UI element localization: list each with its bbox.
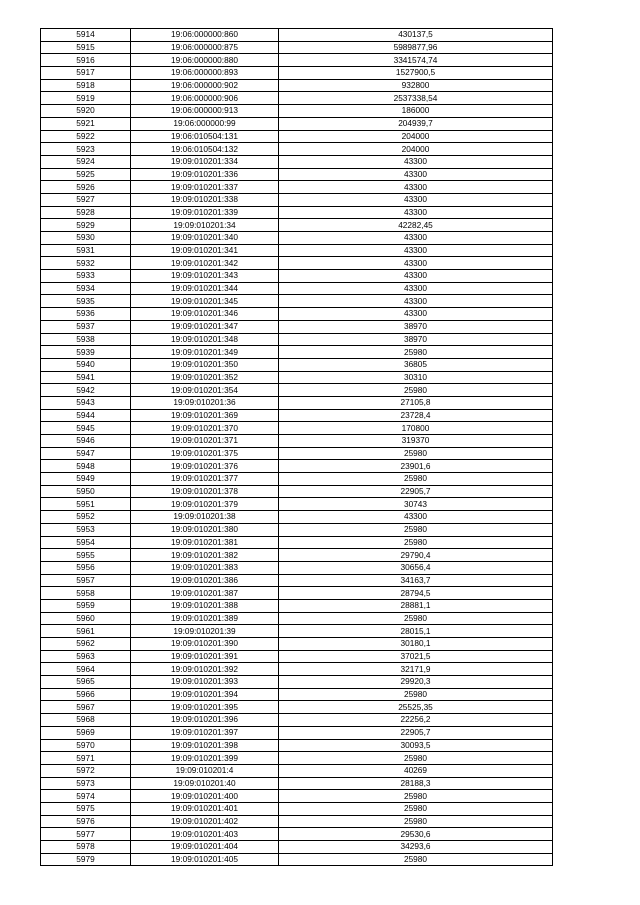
value-cell: 25980 [279, 346, 553, 359]
value-cell: 43300 [279, 511, 553, 524]
row-number-cell: 5918 [41, 79, 131, 92]
value-cell: 43300 [279, 282, 553, 295]
cadastral-number-cell: 19:09:010201:34 [131, 219, 279, 232]
row-number-cell: 5931 [41, 244, 131, 257]
cadastral-number-cell: 19:09:010201:375 [131, 447, 279, 460]
value-cell: 32171,9 [279, 663, 553, 676]
value-cell: 25980 [279, 536, 553, 549]
cadastral-number-cell: 19:09:010201:338 [131, 193, 279, 206]
cadastral-number-cell: 19:09:010201:393 [131, 676, 279, 689]
row-number-cell: 5975 [41, 802, 131, 815]
row-number-cell: 5953 [41, 523, 131, 536]
table-row [41, 105, 553, 118]
cadastral-number-cell: 19:06:000000:902 [131, 79, 279, 92]
cadastral-number-cell: 19:09:010201:395 [131, 701, 279, 714]
cadastral-number-cell: 19:06:000000:906 [131, 92, 279, 105]
table-row [41, 523, 553, 536]
value-cell: 25980 [279, 523, 553, 536]
row-number-cell: 5947 [41, 447, 131, 460]
table-row [41, 155, 553, 168]
row-number-cell: 5949 [41, 473, 131, 486]
cadastral-number-cell: 19:09:010201:342 [131, 257, 279, 270]
value-cell: 36805 [279, 358, 553, 371]
row-number-cell: 5942 [41, 384, 131, 397]
value-cell: 319370 [279, 435, 553, 448]
row-number-cell: 5944 [41, 409, 131, 422]
row-number-cell: 5930 [41, 232, 131, 245]
cadastral-number-cell: 19:09:010201:405 [131, 853, 279, 866]
table-row [41, 828, 553, 841]
cadastral-number-cell: 19:09:010201:390 [131, 638, 279, 651]
cadastral-number-cell: 19:09:010201:352 [131, 371, 279, 384]
value-cell: 22256,2 [279, 714, 553, 727]
table-row [41, 29, 553, 42]
row-number-cell: 5945 [41, 422, 131, 435]
value-cell: 25980 [279, 790, 553, 803]
value-cell: 30310 [279, 371, 553, 384]
table-row [41, 181, 553, 194]
value-cell: 25980 [279, 447, 553, 460]
value-cell: 29790,4 [279, 549, 553, 562]
row-number-cell: 5972 [41, 764, 131, 777]
row-number-cell: 5937 [41, 320, 131, 333]
value-cell: 25980 [279, 815, 553, 828]
cadastral-number-cell: 19:09:010201:369 [131, 409, 279, 422]
table-row [41, 701, 553, 714]
row-number-cell: 5925 [41, 168, 131, 181]
cadastral-number-cell: 19:09:010201:397 [131, 726, 279, 739]
cadastral-number-cell: 19:09:010201:377 [131, 473, 279, 486]
cadastral-number-cell: 19:09:010201:346 [131, 308, 279, 321]
cadastral-number-cell: 19:09:010201:392 [131, 663, 279, 676]
value-cell: 23901,6 [279, 460, 553, 473]
row-number-cell: 5954 [41, 536, 131, 549]
value-cell: 3341574,74 [279, 54, 553, 67]
value-cell: 43300 [279, 181, 553, 194]
table-row [41, 460, 553, 473]
row-number-cell: 5946 [41, 435, 131, 448]
row-number-cell: 5922 [41, 130, 131, 143]
value-cell: 43300 [279, 244, 553, 257]
row-number-cell: 5959 [41, 599, 131, 612]
table-row [41, 599, 553, 612]
row-number-cell: 5960 [41, 612, 131, 625]
row-number-cell: 5952 [41, 511, 131, 524]
table-row [41, 841, 553, 854]
value-cell: 25980 [279, 688, 553, 701]
table-row [41, 650, 553, 663]
cadastral-number-cell: 19:09:010201:339 [131, 206, 279, 219]
value-cell: 22905,7 [279, 485, 553, 498]
cadastral-number-cell: 19:09:010201:344 [131, 282, 279, 295]
row-number-cell: 5932 [41, 257, 131, 270]
table-row [41, 270, 553, 283]
row-number-cell: 5964 [41, 663, 131, 676]
row-number-cell: 5948 [41, 460, 131, 473]
cadastral-number-cell: 19:09:010201:341 [131, 244, 279, 257]
cadastral-number-cell: 19:06:000000:913 [131, 105, 279, 118]
row-number-cell: 5928 [41, 206, 131, 219]
cadastral-number-cell: 19:09:010201:337 [131, 181, 279, 194]
cadastral-number-cell: 19:06:000000:860 [131, 29, 279, 42]
table-row [41, 130, 553, 143]
value-cell: 23728,4 [279, 409, 553, 422]
cadastral-number-cell: 19:09:010201:396 [131, 714, 279, 727]
value-cell: 43300 [279, 270, 553, 283]
value-cell: 170800 [279, 422, 553, 435]
row-number-cell: 5979 [41, 853, 131, 866]
cadastral-number-cell: 19:09:010201:381 [131, 536, 279, 549]
cadastral-number-cell: 19:09:010201:4 [131, 764, 279, 777]
table-row [41, 219, 553, 232]
value-cell: 43300 [279, 155, 553, 168]
table-row [41, 498, 553, 511]
row-number-cell: 5962 [41, 638, 131, 651]
table-row [41, 625, 553, 638]
row-number-cell: 5969 [41, 726, 131, 739]
row-number-cell: 5936 [41, 308, 131, 321]
cadastral-number-cell: 19:09:010201:36 [131, 396, 279, 409]
value-cell: 25980 [279, 612, 553, 625]
cadastral-number-cell: 19:09:010201:401 [131, 802, 279, 815]
table-row [41, 790, 553, 803]
value-cell: 30656,4 [279, 561, 553, 574]
value-cell: 25525,35 [279, 701, 553, 714]
row-number-cell: 5924 [41, 155, 131, 168]
row-number-cell: 5934 [41, 282, 131, 295]
row-number-cell: 5927 [41, 193, 131, 206]
value-cell: 43300 [279, 168, 553, 181]
table-row [41, 676, 553, 689]
table-row [41, 396, 553, 409]
value-cell: 5989877,96 [279, 41, 553, 54]
cadastral-number-cell: 19:09:010201:378 [131, 485, 279, 498]
row-number-cell: 5921 [41, 117, 131, 130]
value-cell: 25980 [279, 802, 553, 815]
table-row [41, 485, 553, 498]
table-row [41, 143, 553, 156]
value-cell: 30180,1 [279, 638, 553, 651]
value-cell: 40269 [279, 764, 553, 777]
table-row [41, 67, 553, 80]
value-cell: 34163,7 [279, 574, 553, 587]
table-row [41, 232, 553, 245]
row-number-cell: 5917 [41, 67, 131, 80]
value-cell: 28015,1 [279, 625, 553, 638]
data-table [40, 28, 553, 866]
row-number-cell: 5974 [41, 790, 131, 803]
row-number-cell: 5941 [41, 371, 131, 384]
value-cell: 34293,6 [279, 841, 553, 854]
table-row [41, 638, 553, 651]
table-row [41, 358, 553, 371]
table-row [41, 726, 553, 739]
table-row [41, 92, 553, 105]
value-cell: 932800 [279, 79, 553, 92]
table-row [41, 777, 553, 790]
row-number-cell: 5977 [41, 828, 131, 841]
table-row [41, 282, 553, 295]
row-number-cell: 5971 [41, 752, 131, 765]
table-row [41, 206, 553, 219]
row-number-cell: 5943 [41, 396, 131, 409]
cadastral-number-cell: 19:09:010201:386 [131, 574, 279, 587]
value-cell: 25980 [279, 752, 553, 765]
table-row [41, 295, 553, 308]
cadastral-number-cell: 19:09:010201:347 [131, 320, 279, 333]
table-row [41, 435, 553, 448]
cadastral-number-cell: 19:09:010201:336 [131, 168, 279, 181]
table-row [41, 688, 553, 701]
table-row [41, 422, 553, 435]
value-cell: 430137,5 [279, 29, 553, 42]
cadastral-number-cell: 19:09:010201:394 [131, 688, 279, 701]
table-row [41, 612, 553, 625]
value-cell: 37021,5 [279, 650, 553, 663]
cadastral-number-cell: 19:09:010201:349 [131, 346, 279, 359]
row-number-cell: 5915 [41, 41, 131, 54]
table-row [41, 536, 553, 549]
table-row [41, 193, 553, 206]
row-number-cell: 5951 [41, 498, 131, 511]
value-cell: 30743 [279, 498, 553, 511]
row-number-cell: 5955 [41, 549, 131, 562]
value-cell: 25980 [279, 473, 553, 486]
table-row [41, 371, 553, 384]
value-cell: 204000 [279, 143, 553, 156]
row-number-cell: 5958 [41, 587, 131, 600]
table-row [41, 168, 553, 181]
row-number-cell: 5938 [41, 333, 131, 346]
row-number-cell: 5957 [41, 574, 131, 587]
cadastral-number-cell: 19:09:010201:400 [131, 790, 279, 803]
row-number-cell: 5961 [41, 625, 131, 638]
cadastral-number-cell: 19:09:010201:348 [131, 333, 279, 346]
value-cell: 204000 [279, 130, 553, 143]
value-cell: 29920,3 [279, 676, 553, 689]
row-number-cell: 5973 [41, 777, 131, 790]
cadastral-number-cell: 19:09:010201:376 [131, 460, 279, 473]
table-row [41, 41, 553, 54]
table-row [41, 409, 553, 422]
row-number-cell: 5976 [41, 815, 131, 828]
cadastral-number-cell: 19:09:010201:380 [131, 523, 279, 536]
table-row [41, 54, 553, 67]
value-cell: 43300 [279, 206, 553, 219]
cadastral-number-cell: 19:09:010201:340 [131, 232, 279, 245]
cadastral-number-cell: 19:09:010201:343 [131, 270, 279, 283]
table-row [41, 333, 553, 346]
value-cell: 22905,7 [279, 726, 553, 739]
row-number-cell: 5956 [41, 561, 131, 574]
table-row [41, 346, 553, 359]
row-number-cell: 5967 [41, 701, 131, 714]
table-row [41, 549, 553, 562]
table-row [41, 714, 553, 727]
value-cell: 42282,45 [279, 219, 553, 232]
cadastral-number-cell: 19:09:010201:40 [131, 777, 279, 790]
cadastral-number-cell: 19:09:010201:391 [131, 650, 279, 663]
row-number-cell: 5978 [41, 841, 131, 854]
value-cell: 28188,3 [279, 777, 553, 790]
table-row [41, 447, 553, 460]
cadastral-number-cell: 19:09:010201:398 [131, 739, 279, 752]
table-row [41, 117, 553, 130]
row-number-cell: 5933 [41, 270, 131, 283]
table-row [41, 574, 553, 587]
value-cell: 43300 [279, 232, 553, 245]
cadastral-number-cell: 19:09:010201:345 [131, 295, 279, 308]
value-cell: 1527900,5 [279, 67, 553, 80]
cadastral-number-cell: 19:09:010201:354 [131, 384, 279, 397]
row-number-cell: 5940 [41, 358, 131, 371]
cadastral-number-cell: 19:09:010201:403 [131, 828, 279, 841]
cadastral-number-cell: 19:09:010201:350 [131, 358, 279, 371]
value-cell: 25980 [279, 853, 553, 866]
value-cell: 29530,6 [279, 828, 553, 841]
cadastral-number-cell: 19:09:010201:388 [131, 599, 279, 612]
cadastral-number-cell: 19:09:010201:371 [131, 435, 279, 448]
cadastral-number-cell: 19:09:010201:38 [131, 511, 279, 524]
value-cell: 25980 [279, 384, 553, 397]
cadastral-number-cell: 19:09:010201:382 [131, 549, 279, 562]
row-number-cell: 5939 [41, 346, 131, 359]
cadastral-number-cell: 19:06:000000:875 [131, 41, 279, 54]
cadastral-number-cell: 19:06:000000:99 [131, 117, 279, 130]
cadastral-number-cell: 19:09:010201:379 [131, 498, 279, 511]
row-number-cell: 5963 [41, 650, 131, 663]
table-row [41, 473, 553, 486]
table-row [41, 561, 553, 574]
cadastral-number-cell: 19:09:010201:334 [131, 155, 279, 168]
cadastral-number-cell: 19:09:010201:383 [131, 561, 279, 574]
table-row [41, 752, 553, 765]
row-number-cell: 5929 [41, 219, 131, 232]
table-row [41, 587, 553, 600]
table-row [41, 815, 553, 828]
row-number-cell: 5935 [41, 295, 131, 308]
cadastral-number-cell: 19:09:010201:399 [131, 752, 279, 765]
cadastral-number-cell: 19:09:010201:387 [131, 587, 279, 600]
value-cell: 30093,5 [279, 739, 553, 752]
row-number-cell: 5950 [41, 485, 131, 498]
cadastral-number-cell: 19:06:010504:131 [131, 130, 279, 143]
row-number-cell: 5919 [41, 92, 131, 105]
row-number-cell: 5923 [41, 143, 131, 156]
table-row [41, 320, 553, 333]
value-cell: 43300 [279, 308, 553, 321]
table-body [41, 29, 553, 866]
cadastral-number-cell: 19:09:010201:389 [131, 612, 279, 625]
value-cell: 43300 [279, 193, 553, 206]
cadastral-number-cell: 19:09:010201:404 [131, 841, 279, 854]
table-row [41, 257, 553, 270]
table-row [41, 802, 553, 815]
cadastral-number-cell: 19:06:000000:893 [131, 67, 279, 80]
value-cell: 28794,5 [279, 587, 553, 600]
value-cell: 28881,1 [279, 599, 553, 612]
table-row [41, 308, 553, 321]
value-cell: 2537338,54 [279, 92, 553, 105]
table-row [41, 384, 553, 397]
row-number-cell: 5916 [41, 54, 131, 67]
table-row [41, 764, 553, 777]
value-cell: 38970 [279, 333, 553, 346]
value-cell: 204939,7 [279, 117, 553, 130]
table-row [41, 244, 553, 257]
value-cell: 43300 [279, 295, 553, 308]
cadastral-number-cell: 19:06:010504:132 [131, 143, 279, 156]
cadastral-number-cell: 19:09:010201:370 [131, 422, 279, 435]
row-number-cell: 5920 [41, 105, 131, 118]
table-row [41, 511, 553, 524]
cadastral-number-cell: 19:09:010201:402 [131, 815, 279, 828]
row-number-cell: 5965 [41, 676, 131, 689]
row-number-cell: 5966 [41, 688, 131, 701]
value-cell: 186000 [279, 105, 553, 118]
table-row [41, 853, 553, 866]
cadastral-number-cell: 19:06:000000:880 [131, 54, 279, 67]
table-row [41, 663, 553, 676]
value-cell: 27105,8 [279, 396, 553, 409]
row-number-cell: 5970 [41, 739, 131, 752]
value-cell: 43300 [279, 257, 553, 270]
row-number-cell: 5968 [41, 714, 131, 727]
cadastral-number-cell: 19:09:010201:39 [131, 625, 279, 638]
value-cell: 38970 [279, 320, 553, 333]
table-row [41, 739, 553, 752]
row-number-cell: 5914 [41, 29, 131, 42]
table-row [41, 79, 553, 92]
row-number-cell: 5926 [41, 181, 131, 194]
